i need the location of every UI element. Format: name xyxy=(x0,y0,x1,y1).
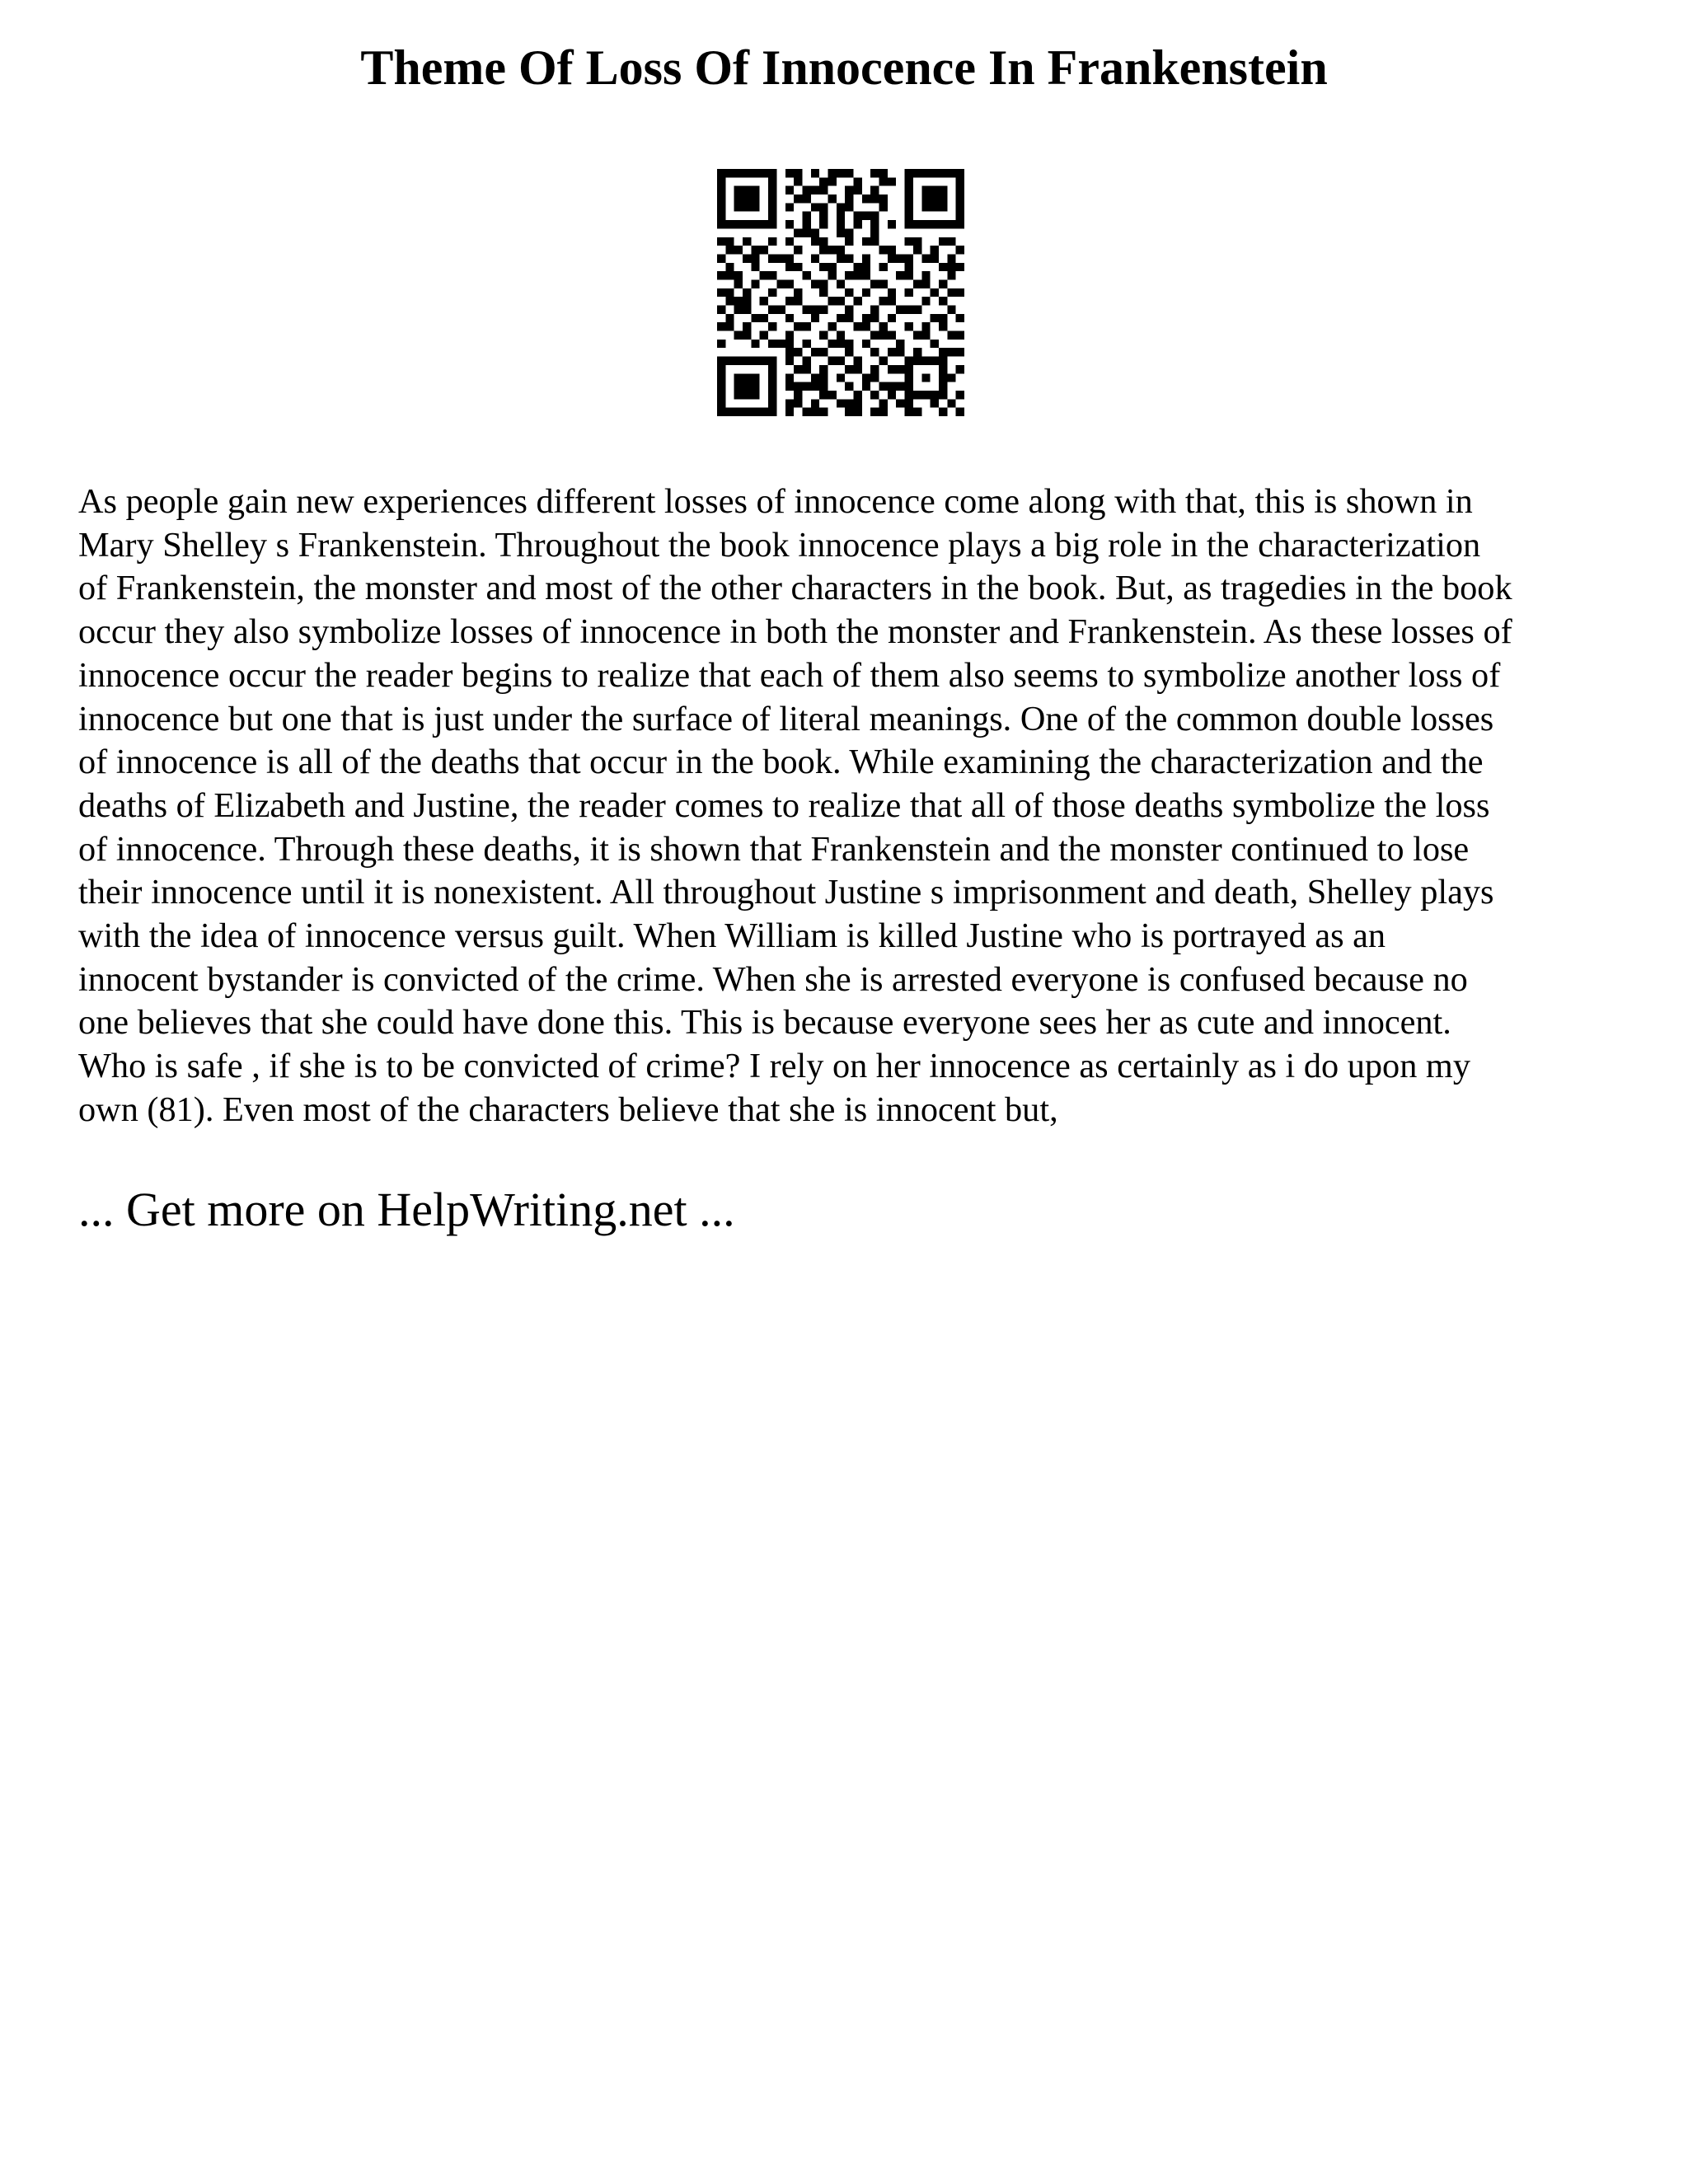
body-line: of Frankenstein, the monster and most of the other characters in the book. But, as tragedies in the book xyxy=(78,569,1512,608)
body-line: Who is safe , if she is to be convicted of crime? I rely on her innocence as certainly as i do upon my xyxy=(78,1047,1470,1086)
qr-code-icon xyxy=(717,169,964,416)
body-line: one believes that she could have done this. This is because everyone sees her as cute and innocent. xyxy=(78,1003,1451,1043)
body-line: of innocence is all of the deaths that occur in the book. While examining the characterization and the xyxy=(78,743,1484,782)
body-line: As people gain new experiences different losses of innocence come along with that, this is shown in xyxy=(78,482,1473,521)
document-title: Theme Of Loss Of Innocence In Frankenstein xyxy=(360,40,1328,95)
body-line: occur they also symbolize losses of innocence in both the monster and Frankenstein. As these losses of xyxy=(78,612,1512,652)
body-line: innocence occur the reader begins to realize that each of them also seems to symbolize another loss of xyxy=(78,655,1501,695)
body-line: with the idea of innocence versus guilt. When William is killed Justine who is portrayed as an xyxy=(78,916,1386,956)
body-line: own (81). Even most of the characters believe that she is innocent but, xyxy=(78,1090,1058,1129)
get-more-link[interactable]: ... Get more on HelpWriting.net ... xyxy=(78,1183,735,1236)
body-line: Mary Shelley s Frankenstein. Throughout the book innocence plays a big role in the characterization xyxy=(78,525,1481,565)
body-line: innocent bystander is convicted of the crime. When she is arrested everyone is confused because no xyxy=(78,959,1468,999)
body-line: innocence but one that is just under the surface of literal meanings. One of the common double losses xyxy=(78,699,1494,738)
body-line: deaths of Elizabeth and Justine, the reader comes to realize that all of those deaths symbolize the loss xyxy=(78,785,1490,825)
body-line: their innocence until it is nonexistent. All throughout Justine s imprisonment and death, Shelley plays xyxy=(78,873,1494,912)
body-line: of innocence. Through these deaths, it is shown that Frankenstein and the monster continued to lose xyxy=(78,829,1470,869)
essay-body xyxy=(78,480,1628,1132)
